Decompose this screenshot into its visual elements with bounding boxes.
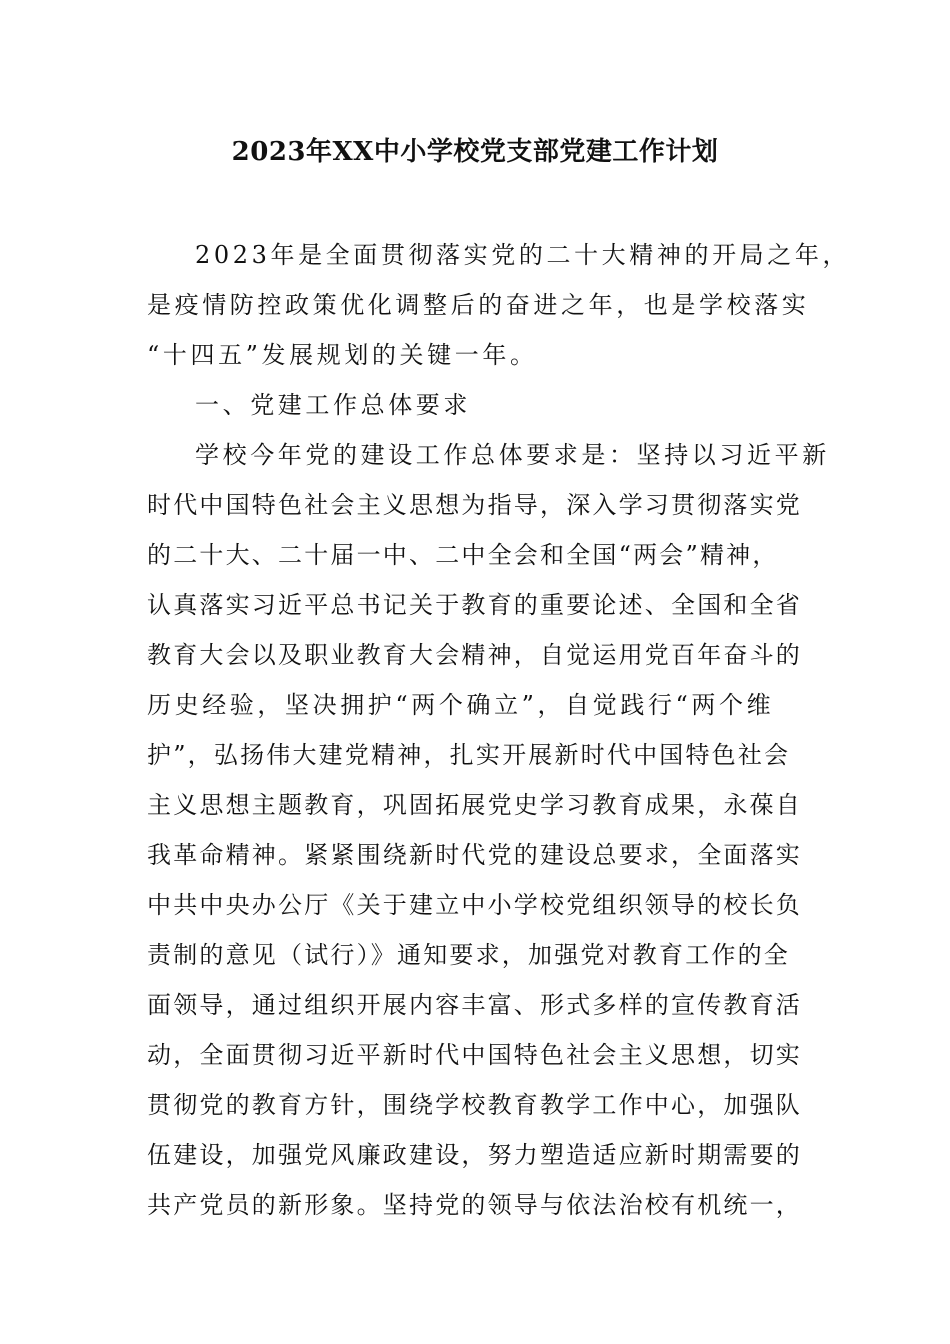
paragraph-line: 教育大会以及职业教育大会精神，自觉运用党百年奋斗的 xyxy=(147,641,802,669)
paragraph-line: 贯彻党的教育方针，围绕学校教育教学工作中心，加强队 xyxy=(147,1091,802,1119)
paragraph-line: 2023年是全面贯彻落实党的二十大精神的开局之年， xyxy=(195,241,851,269)
paragraph-line: “十四五”发展规划的关键一年。 xyxy=(147,341,538,369)
paragraph-line: 学校今年党的建设工作总体要求是：坚持以习近平新 xyxy=(195,441,830,469)
document-body xyxy=(147,230,851,1230)
document-title: 2023年XX中小学校党支部党建工作计划 xyxy=(231,137,719,167)
paragraph-line: 的二十大、二十届一中、二中全会和全国“两会”精神， xyxy=(147,541,779,569)
paragraph-line: 中共中央办公厅《关于建立中小学校党组织领导的校长负 xyxy=(147,891,802,919)
paragraph-line: 责制的意见（试行）》通知要求，加强党对教育工作的全 xyxy=(147,941,790,969)
paragraph-line: 历史经验，坚决拥护“两个确立”，自觉践行“两个维 xyxy=(147,691,775,719)
paragraph-line: 是疫情防控政策优化调整后的奋进之年，也是学校落实 xyxy=(147,291,810,319)
section-heading: 一、党建工作总体要求 xyxy=(195,391,471,419)
paragraph-line: 时代中国特色社会主义思想为指导，深入学习贯彻落实党 xyxy=(147,491,802,519)
paragraph-line: 动，全面贯彻习近平新时代中国特色社会主义思想，切实 xyxy=(147,1041,802,1069)
paragraph-line: 认真落实习近平总书记关于教育的重要论述、全国和全省 xyxy=(147,591,802,619)
paragraph-line: 护”，弘扬伟大建党精神，扎实开展新时代中国特色社会 xyxy=(147,741,791,769)
paragraph-line: 伍建设，加强党风廉政建设，努力塑造适应新时期需要的 xyxy=(147,1141,802,1169)
paragraph-line: 面领导，通过组织开展内容丰富、形式多样的宣传教育活 xyxy=(147,991,802,1019)
paragraph-line: 共产党员的新形象。坚持党的领导与依法治校有机统一， xyxy=(147,1191,802,1219)
paragraph-line: 我革命精神。紧紧围绕新时代党的建设总要求，全面落实 xyxy=(147,841,802,869)
paragraph-line: 主义思想主题教育，巩固拓展党史学习教育成果，永葆自 xyxy=(147,791,802,819)
